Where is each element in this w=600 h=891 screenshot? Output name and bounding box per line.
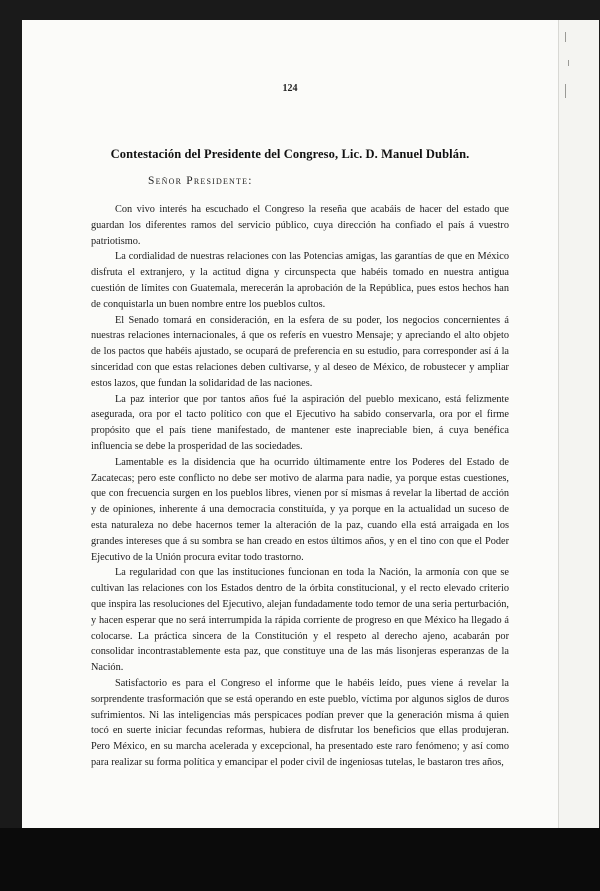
speech-title: Contestación del Presidente del Congreso, Lic. D. Manuel Dublán. (110, 147, 470, 161)
paragraph: Con vivo interés ha escuchado el Congreso la reseña que acabáis de hacer del estado que guardan los diferentes ramos del servicio público, cuya dirección ha confiado el país á vuestro patriotismo. (91, 204, 509, 247)
scan-mark (568, 60, 569, 66)
paragraph: La regularidad con que las instituciones funcionan en toda la Nación, la armonía con que se cultivan las relaciones con los Estados dentro de la órbita constitucional, y el recto elevado criterio que inspira las resoluciones del Ejecutivo, alejan fundadamente todo temor de una seria perturbación, y hacen esperar que no será interrumpida la rápida corriente de progreso en que México ha llegado á colocarse. La práctica sincera de la Constitución y el respeto al derecho ajeno, acabarán por consolidar incontrastablemente esta paz, que constituye una de las más lisonjeras esperanzas de la Nación. (91, 567, 509, 674)
body-text (91, 202, 509, 771)
paragraph: El Senado tomará en consideración, en la esfera de su poder, los negocios concernientes á nuestras relaciones internacionales, á que os referís en vuestro Mensaje; y apreciando el alto objeto de los pactos que habéis ajustado, se ocupará de preferencia en su estudio, para corresponder así á la sinceridad con que estas relaciones deben cultivarse, y al deseo de México, de robustecer y ampliar estos lazos, que fundan la solidaridad de las naciones. (91, 314, 509, 389)
paragraph: Lamentable es la disidencia que ha ocurrido últimamente entre los Poderes del Estado de Zacatecas; pero este conflicto no debe ser motivo de alarma para nadie, ya porque estas cuestiones, que con frecuencia surgen en los pueblos libres, vienen por sí mismas á revelar la libertad de acción y de opiniones, inherente á una democracia constituída, y ya porque en la actualidad un suceso de esta naturaleza no debe hacernos temer la alteración de la paz, cuando ella está arraigada en los grandes intereses que á su sombra se han creado en estos últimos años, y en el tino con que el Poder Ejecutivo de la Unión procura evitar todo trastorno. (91, 456, 509, 563)
scan-mark (565, 32, 566, 42)
paragraph: La cordialidad de nuestras relaciones con las Potencias amigas, las garantías de que en México disfruta el extranjero, y la actitud digna y circunspecta que habéis tomado en nuestra antigua cuestión de límites con Guatemala, merecerán la aprobación de la República, pues estos hechos han de conquistarla un buen nombre entre los pueblos cultos. (91, 251, 509, 310)
paragraph: Satisfactorio es para el Congreso el informe que le habéis leído, pues viene á revelar la sorprendente trasformación que se está operando en este pueblo, víctima por algunos siglos de duros sufrimientos. Ni las inteligencias más perspicaces podían prever que la generación misma á quien tocó en suerte iniciar fecundas reformas, hubiera de disfrutar los beneficios que ellas produjeran. Pero México, en su marcha acelerada y excepcional, ha presentado este raro fenómeno; y así como para realizar su forma política y emancipar el poder civil de ingeniosas tutelas, le bastaron tres años, (91, 677, 509, 768)
salutation: Señor Presidente: (148, 175, 253, 187)
page-number: 124 (282, 83, 298, 94)
scan-edge-strip (558, 20, 599, 828)
scan-mark (565, 84, 566, 98)
paragraph: La paz interior que por tantos años fué la aspiración del pueblo mexicano, está felizmente asegurada, ora por el tacto político con que el Ejecutivo ha sabido conservarla, ora por el firme propósito que el país tiene manifestado, de mantener este inapreciable bien, á cuya benéfica influencia se debe la prosperidad de las sociedades. (91, 393, 509, 452)
scan-bottom-border (0, 828, 600, 891)
document-page (22, 20, 558, 828)
